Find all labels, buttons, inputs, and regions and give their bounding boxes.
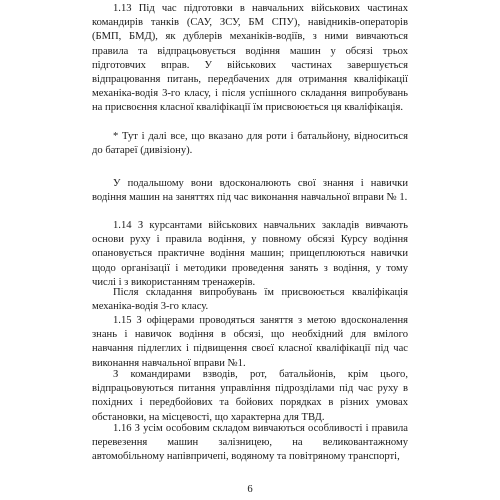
- paragraph-commanders: [92, 368, 408, 425]
- paragraph-continuation: [92, 177, 408, 205]
- paragraph-text: У подальшому вони вдосконалюють свої знання і навички водіння машин на заняттях під час виконання навчальної вправи № 1.: [92, 178, 408, 204]
- footnote-text: * Тут і далі все, що вказано для роти і батальйону, відноситься до батареї (дивізіону).: [92, 131, 408, 157]
- paragraph-text: 1.15 З офіцерами проводяться заняття з метою вдосконалення знань і навичок водіння в обсязі, що необхідний для вмілого навчання підлеглих і підвищення своєї класної кваліфікації під час виконання навчальної вправи №1.: [92, 315, 408, 369]
- paragraph-text: 1.16 З усім особовим складом вивчаються особливості і правила перевезення машин залізницею, на великовантажному автомобільному напівпричепі, водяному та повітряному транспорті,: [92, 423, 408, 463]
- paragraph-1-15: [92, 314, 408, 371]
- paragraph-text: 1.13 Під час підготовки в навчальних військових частинах командирів танків (САУ, ЗСУ, БМ СПУ), навідників-операторів (БМП, БМД), як дублерів механіків-водіїв, з ними вивчаються правила та відпрацьовується водіння машин у обсязі трьох підготовчих вправ. У військових частинах завершується відпрацювання питань, передбачених для отримання кваліфікації механіка-водія 3-го класу, і після успішного складання випробувань на присвоєння класної кваліфікації їм присвоюється ця кваліфікація.: [92, 3, 408, 114]
- paragraph-1-16: [92, 422, 408, 465]
- paragraph-text: Після складання випробувань їм присвоюється кваліфікація механіка-водія 3-го класу.: [92, 287, 408, 313]
- paragraph-text: З командирами взводів, рот, батальйонів, крім цього, відпрацьовуються питання управління підрозділами під час руху в похідних і передбойових та бойових порядках в різних умовах обстановки, на місцевості, що характерна для ТВД.: [92, 369, 408, 423]
- paragraph-text: 1.14 З курсантами військових навчальних закладів вивчають основи руху і правила водіння, у повному обсязі Курсу водіння опановується практичне водіння машин; прищеплюються навички щодо організації і методики проведення занять з водіння, у тому числі і з використанням тренажерів.: [92, 220, 408, 288]
- footnote: [92, 130, 408, 158]
- paragraph-1-13: [92, 2, 408, 116]
- paragraph-qualification: [92, 286, 408, 314]
- paragraph-1-14: [92, 219, 408, 290]
- page-number: 6: [247, 484, 253, 495]
